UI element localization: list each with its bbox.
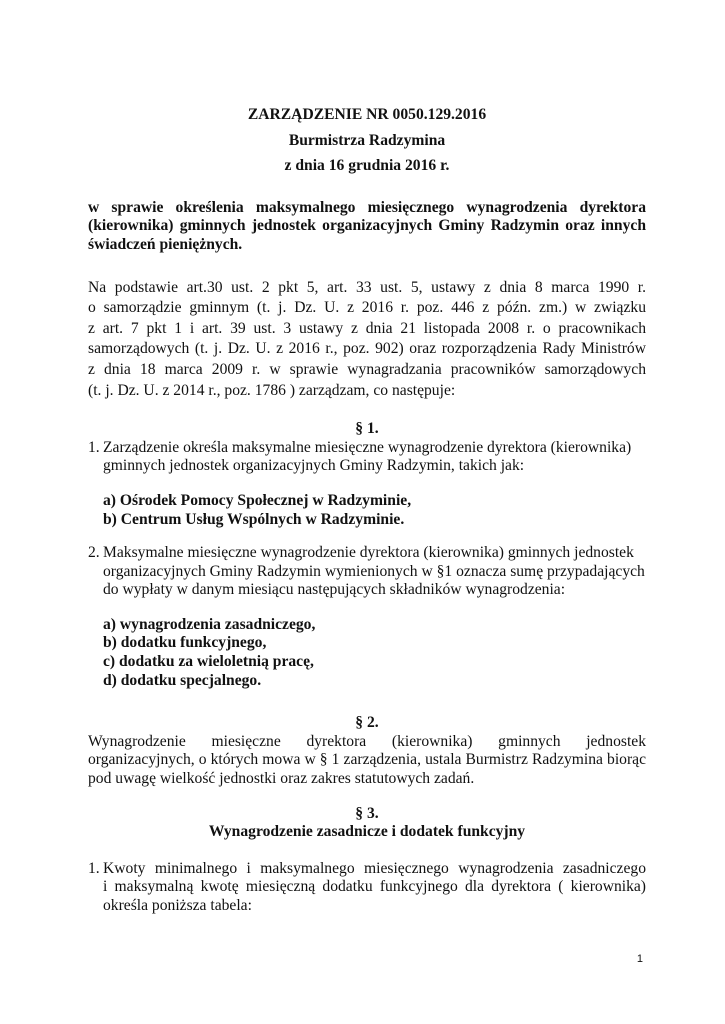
item-line: gminnych jednostek organizacyjnych Gminy Radzymin, takich jak: (103, 457, 525, 475)
item-line: Maksymalne miesięczne wynagrodzenie dyrektora (kierownika) gminnych jednostek (103, 544, 634, 562)
document-title: ZARZĄDZENIE NR 0050.129.2016 (247, 106, 487, 123)
section-2-line: pod uwagę wielkość jednostki oraz zakres statutowych zadań. (88, 770, 475, 788)
item-line: do wypłaty w danym miesiącu następujących składników wynagrodzenia: (103, 581, 566, 599)
component-item: b) dodatku funkcyjnego, (103, 634, 267, 652)
document-page (88, 100, 646, 916)
subject-line: świadczeń pieniężnych. (88, 235, 243, 253)
section-1-item-2 (88, 544, 646, 600)
legal-basis-line: samorządowych (t. j. Dz. U. z 2016 r., poz. 902) oraz rozporządzenia Rady Ministrów (88, 340, 646, 358)
section-3-item-1 (88, 860, 646, 916)
legal-basis (88, 278, 646, 402)
item-number: 2. (88, 544, 100, 562)
salary-components-list (88, 616, 646, 690)
section-2-line: organizacyjnych, o których mowa w § 1 zarządzenia, ustala Burmistrz Radzymina biorąc (88, 751, 646, 769)
section-3-title: Wynagrodzenie zasadnicze i dodatek funkcyjny (208, 823, 526, 841)
item-number: 1. (88, 859, 100, 877)
item-number: 1. (88, 438, 100, 456)
unit-item-ops: a) Ośrodek Pomocy Społecznej w Radzyminie, (103, 491, 412, 509)
component-item: d) dodatku specjalnego. (103, 671, 262, 689)
item-line: określa poniższa tabela: (103, 897, 252, 914)
page-number: 1 (636, 953, 643, 965)
legal-basis-line: z dnia 18 marca 2009 r. w sprawie wynagradzania pracowników samorządowych (88, 360, 646, 378)
unit-list (88, 492, 646, 529)
item-line: i maksymalną kwotę miesięczną dodatku funkcyjnego dla dyrektora ( kierownika) (103, 878, 646, 896)
subject-line: (kierownika) gminnych jednostek organizacyjnych Gminy Radzymin oraz innych (88, 217, 646, 235)
subject-line: w sprawie określenia maksymalnego miesięcznego wynagrodzenia dyrektora (88, 198, 646, 216)
item-line: Kwoty minimalnego i maksymalnego miesięcznego wynagrodzenia zasadniczego (103, 859, 646, 877)
section-1-item-1 (88, 439, 646, 476)
section-3-heading: § 3. (355, 804, 379, 822)
section-2-line: Wynagrodzenie miesięczne dyrektora (kierownika) gminnych jednostek (88, 732, 646, 750)
subject-block (88, 199, 646, 255)
document-date: z dnia 16 grudnia 2016 r. (284, 157, 450, 175)
item-line: Zarządzenie określa maksymalne miesięczne wynagrodzenie dyrektora (kierownika) (103, 438, 632, 456)
unit-item-cuw: b) Centrum Usług Wspólnych w Radzyminie. (103, 510, 405, 528)
section-2-body (88, 733, 646, 789)
component-item: c) dodatku za wieloletnią pracę, (103, 653, 314, 671)
legal-basis-line: o samorządzie gminnym (t. j. Dz. U. z 2016 r. poz. 446 z późn. zm.) w związku (88, 299, 646, 317)
component-item: a) wynagrodzenia zasadniczego, (103, 615, 316, 633)
legal-basis-line: z art. 7 pkt 1 i art. 39 ust. 3 ustawy z dnia 21 listopada 2008 r. o pracownikach (88, 319, 646, 337)
item-line: organizacyjnych Gminy Radzymin wymienionych w §1 oznacza sumę przypadających (103, 562, 645, 580)
section-1-heading: § 1. (355, 420, 379, 438)
document-issuer: Burmistrza Radzymina (288, 131, 446, 149)
legal-basis-line: Na podstawie art.30 ust. 2 pkt 5, art. 33 ust. 5, ustawy z dnia 8 marca 1990 r. (88, 278, 646, 296)
legal-basis-line: (t. j. Dz. U. z 2014 r., poz. 1786 ) zarządzam, co następuje: (88, 381, 456, 399)
section-2-heading: § 2. (355, 714, 379, 732)
